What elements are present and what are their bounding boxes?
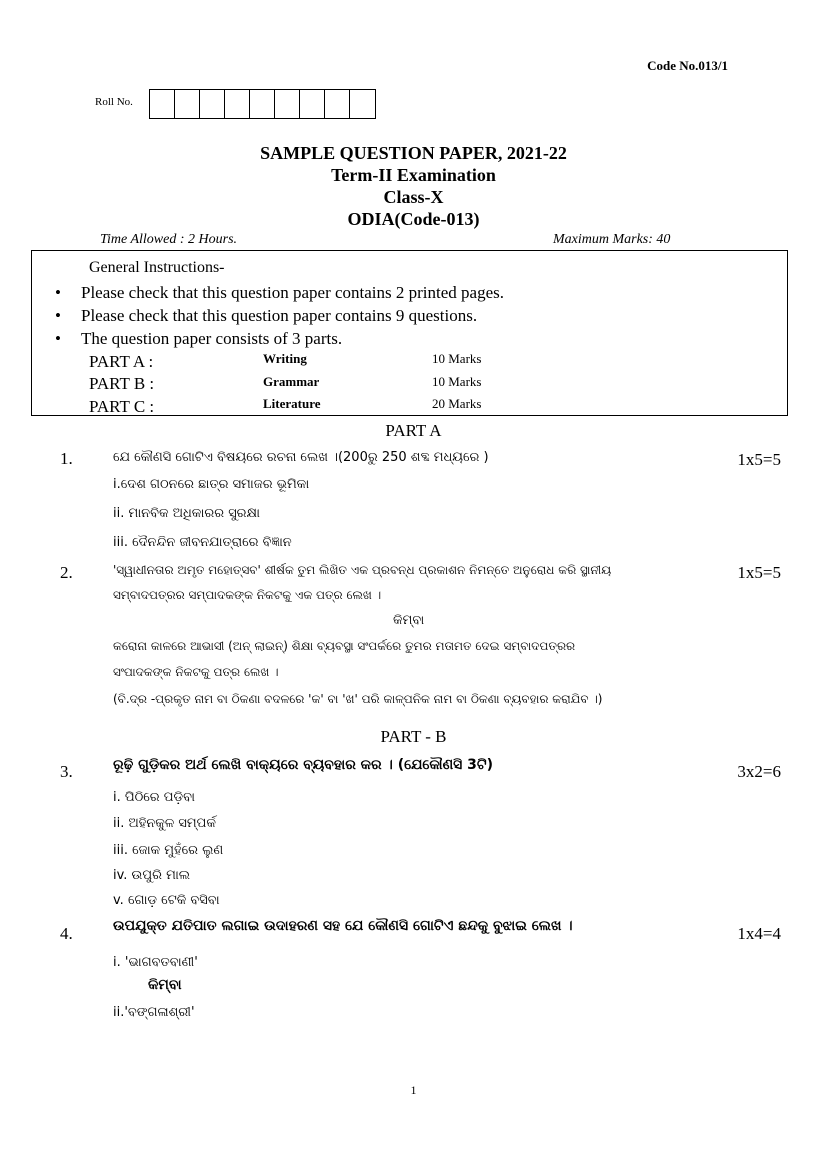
code-number: Code No.013/1 [647,58,728,73]
part-a-marks: 10 Marks [432,351,482,366]
class-label: Class-X [383,187,444,207]
question-2-alt-line2: ସଂପାଦକଙ୍କ ନିକଟକୁ ପତ୍ର ଲେଖ । [113,665,279,679]
question-4-option: ii.'ବଙ୍ଗଳାଶ୍ରୀ' [113,1005,195,1020]
instruction-item: • The question paper consists of 3 parts. [55,329,343,348]
question-1-marks: 1x5=5 [737,450,781,469]
paper-title: SAMPLE QUESTION PAPER, 2021-22 [260,143,567,163]
question-2-number: 2. [60,563,73,582]
question-2-text-line1: 'ସ୍ୱାଧୀନତାର ଅମୃତ ମହୋତ୍ସବ' ଶୀର୍ଷକ ତୁମ ଲିଖିତ ଏକ ପ୍ରବନ୍ଧ ପ୍ରକାଶନ ନିମନ୍ତେ ଅନୁରୋଧ କରି ସ୍ଥାନୀୟ [113,563,612,577]
roll-digit-box[interactable] [275,90,300,118]
question-3-marks: 3x2=6 [737,762,781,781]
question-4-text: ଉପଯୁକ୍ତ ଯତିପାତ ଲଗାଇ ଉଦାହରଣ ସହ ଯେ କୌଣସି ଗୋଟିଏ ଛନ୍ଦକୁ ବୁଝାଇ ଲେଖ । [113,918,573,934]
question-3-option: i. ପିଠିରେ ପଡ଼ିବା [113,790,195,805]
instructions-heading: General Instructions- [89,259,225,276]
question-4-marks: 1x4=4 [737,924,781,943]
question-3-option: v. ଗୋଡ଼ ଟେକି ବସିବା [113,893,220,908]
part-b-name: Grammar [263,374,320,389]
question-4-or: କିମ୍ବା [148,977,182,993]
question-3-option: iv. ଉପୁରି ମାଲ [113,868,191,883]
part-c-name: Literature [263,396,321,411]
instruction-item: • Please check that this question paper contains 2 printed pages. [55,283,504,302]
part-a-heading: PART A [385,421,442,440]
time-allowed: Time Allowed : 2 Hours. [100,232,238,247]
part-a-name: Writing [263,351,307,366]
part-b-label: PART B : [89,374,155,393]
question-4-option: i. 'ଭାଗବତବାଣୀ' [113,955,198,970]
question-3-option: iii. ଜୋକ ମୁହଁରେ ଲୁଣ [113,843,224,858]
part-b-marks: 10 Marks [432,374,482,389]
roll-digit-box[interactable] [150,90,175,118]
subject-label: ODIA(Code-013) [347,209,480,229]
instruction-item: • Please check that this question paper contains 9 questions. [55,306,478,325]
roll-digit-box[interactable] [250,90,275,118]
page-number: 1 [410,1083,417,1097]
roll-number-boxes[interactable] [149,89,376,119]
roll-digit-box[interactable] [350,90,375,118]
question-3-number: 3. [60,762,73,781]
question-2-text-line2: ସମ୍ବାଦପତ୍ରର ସମ୍ପାଦକଙ୍କ ନିକଟକୁ ଏକ ପତ୍ର ଲେଖ । [113,588,382,602]
part-c-marks: 20 Marks [432,396,482,411]
part-a-label: PART A : [89,352,154,371]
question-1-text: ଯେ କୌଣସି ଗୋଟିଏ ବିଷୟରେ ରଚନା ଲେଖ ।(200ରୁ 250 ଶବ୍ଦ ମଧ୍ୟରେ ) [113,450,489,465]
question-2-note: (ବି.ଦ୍ର -ପ୍ରକୃତ ନାମ ବା ଠିକଣା ବଦଳରେ 'କ' ବା 'ଖ' ପରି କାଳ୍ପନିକ ନାମ ବା ଠିକଣା ବ୍ୟବହାର କରାଯିବ ।) [113,692,603,706]
question-1-option: i.ଦେଶ ଗଠନରେ ଛାତ୍ର ସମାଜର ଭୂମିକା [113,477,310,492]
maximum-marks: Maximum Marks: 40 [553,232,671,247]
question-2-marks: 1x5=5 [737,563,781,582]
question-1-option: ii. ମାନବିକ ଅଧିକାରର ସୁରକ୍ଷା [113,506,261,521]
part-c-label: PART C : [89,397,155,416]
question-1-number: 1. [60,449,73,468]
roll-digit-box[interactable] [300,90,325,118]
question-4-number: 4. [60,924,73,943]
question-1-option: iii. ଦୈନନ୍ଦିନ ଜୀବନଯାତ୍ରାରେ ବିଜ୍ଞାନ [113,535,292,550]
roll-number-label: Roll No. [95,96,133,108]
question-3-text: ରୂଢ଼ି ଗୁଡ଼ିକର ଅର୍ଥ ଲେଖି ବାକ୍ୟରେ ବ୍ୟବହାର କର । (ଯେକୌଣସି 3ଟି) [113,757,494,773]
roll-digit-box[interactable] [225,90,250,118]
roll-digit-box[interactable] [325,90,350,118]
part-b-heading: PART - B [380,727,447,746]
roll-digit-box[interactable] [200,90,225,118]
question-3-option: ii. ଅହିନକୁଳ ସମ୍ପର୍କ [113,816,216,831]
exam-term: Term-II Examination [331,165,496,185]
question-2-alt-line1: କରୋନା କାଳରେ ଆଭାସୀ (ଅନ୍ ଲାଇନ୍) ଶିକ୍ଷା ବ୍ୟବସ୍ଥା ସଂପର୍କରେ ତୁମର ମତାମତ ଦେଇ ସମ୍ବାଦପତ୍ରର [113,639,576,653]
question-2-or: କିମ୍ବା [393,613,425,628]
roll-digit-box[interactable] [175,90,200,118]
